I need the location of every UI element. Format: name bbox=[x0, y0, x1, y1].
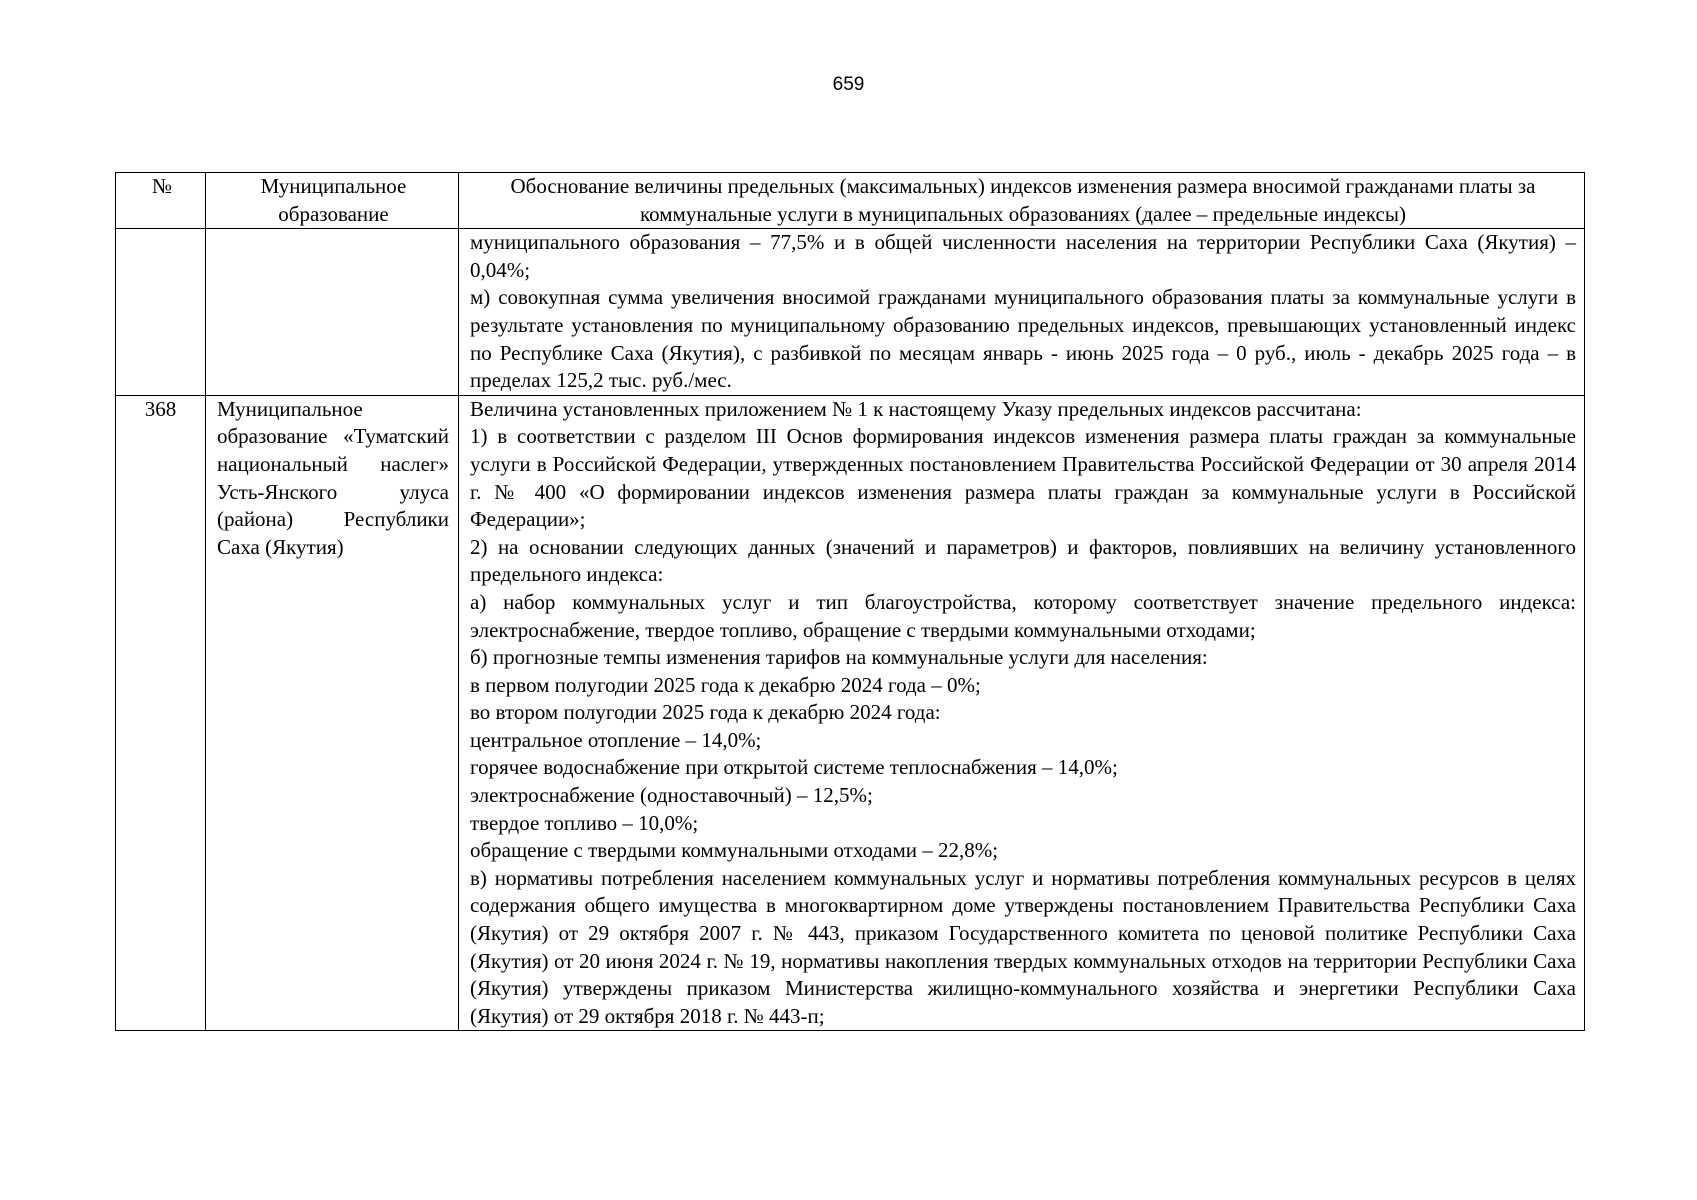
paragraph: обращение с твердыми коммунальными отходами – 22,8%; bbox=[470, 838, 999, 863]
row-number-cell: 368 bbox=[116, 395, 206, 1031]
paragraph: 2) на основании следующих данных (значений и параметров) и факторов, повлиявших на величину установленного предельного индекса: bbox=[470, 534, 1576, 587]
paragraph: твердое топливо – 10,0%; bbox=[470, 810, 699, 835]
paragraph: в первом полугодии 2025 года к декабрю 2024 года – 0%; bbox=[470, 672, 981, 697]
header-number: № bbox=[116, 173, 206, 229]
table-row-368 bbox=[116, 395, 1585, 1031]
paragraph: во втором полугодии 2025 года к декабрю 2024 года: bbox=[470, 700, 941, 725]
paragraph: Величина установленных приложением № 1 к настоящему Указу предельных индексов рассчитана: bbox=[470, 396, 1362, 421]
header-justification: Обоснование величины предельных (максимальных) индексов изменения размера вносимой гражданами платы за коммунальные услуги в муниципальных образованиях (далее – предельные индексы) bbox=[459, 173, 1585, 229]
header-municipality: Муниципальное образование bbox=[206, 173, 459, 229]
paragraph: б) прогнозные темпы изменения тарифов на коммунальные услуги для населения: bbox=[470, 645, 1208, 670]
paragraph: в) нормативы потребления населением коммунальных услуг и нормативы потребления коммунальных ресурсов в целях содержания общего имущества в многоквартирном доме утверждены постановлением Правительства Республики Саха (Якутия) от 29 октября 2007 г. № 443, приказом Государственного комитета по ценовой политике Республики Саха (Якутия) от 20 июня 2024 г. № 19, нормативы накопления твердых коммунальных отходов на территории Республики Саха (Якутия) утверждены приказом Министерства жилищно-коммунального хозяйства и энергетики Республики Саха (Якутия) от 29 октября 2018 г. № 443-п; bbox=[470, 865, 1576, 1028]
municipality-cell bbox=[206, 229, 459, 396]
paragraph: а) набор коммунальных услуг и тип благоустройства, которому соответствует значение предельного индекса: электроснабжение, твердое топливо, обращение с твердыми коммунальными отходами; bbox=[470, 589, 1576, 642]
paragraph: горячее водоснабжение при открытой системе теплоснабжения – 14,0%; bbox=[470, 755, 1118, 780]
page-number: 659 bbox=[832, 74, 865, 95]
document-table bbox=[115, 172, 1585, 1031]
paragraph: электроснабжение (одноставочный) – 12,5%; bbox=[470, 783, 873, 808]
paragraph: м) совокупная сумма увеличения вносимой гражданами муниципального образования платы за коммунальные услуги в результате установления по муниципальному образованию предельных индексов, превышающих установленный индекс по Республике Саха (Якутия), с разбивкой по месяцам январь - июнь 2025 года – 0 руб., июль - декабрь 2025 года – в пределах 125,2 тыс. руб./мес. bbox=[470, 285, 1576, 393]
paragraph: центральное отопление – 14,0%; bbox=[470, 727, 762, 752]
row-number-cell bbox=[116, 229, 206, 396]
table-row-continuation bbox=[116, 229, 1585, 396]
table-header-row bbox=[116, 173, 1585, 229]
justification-cell bbox=[459, 229, 1585, 396]
paragraph: 1) в соответствии с разделом III Основ формирования индексов изменения размера платы граждан за коммунальные услуги в Российской Федерации, утвержденных постановлением Правительства Российской Федерации от 30 апреля 2014 г. № 400 «О формировании индексов изменения размера платы граждан за коммунальные услуги в Российской Федерации»; bbox=[470, 424, 1576, 532]
municipality-cell: Муниципальное образование «Туматский национальный наслег» Усть-Янского улуса (района) Республики Саха (Якутия) bbox=[206, 395, 459, 1031]
paragraph: муниципального образования – 77,5% и в общей численности населения на территории Республики Саха (Якутия) – 0,04%; bbox=[470, 230, 1576, 282]
justification-cell bbox=[459, 395, 1585, 1031]
